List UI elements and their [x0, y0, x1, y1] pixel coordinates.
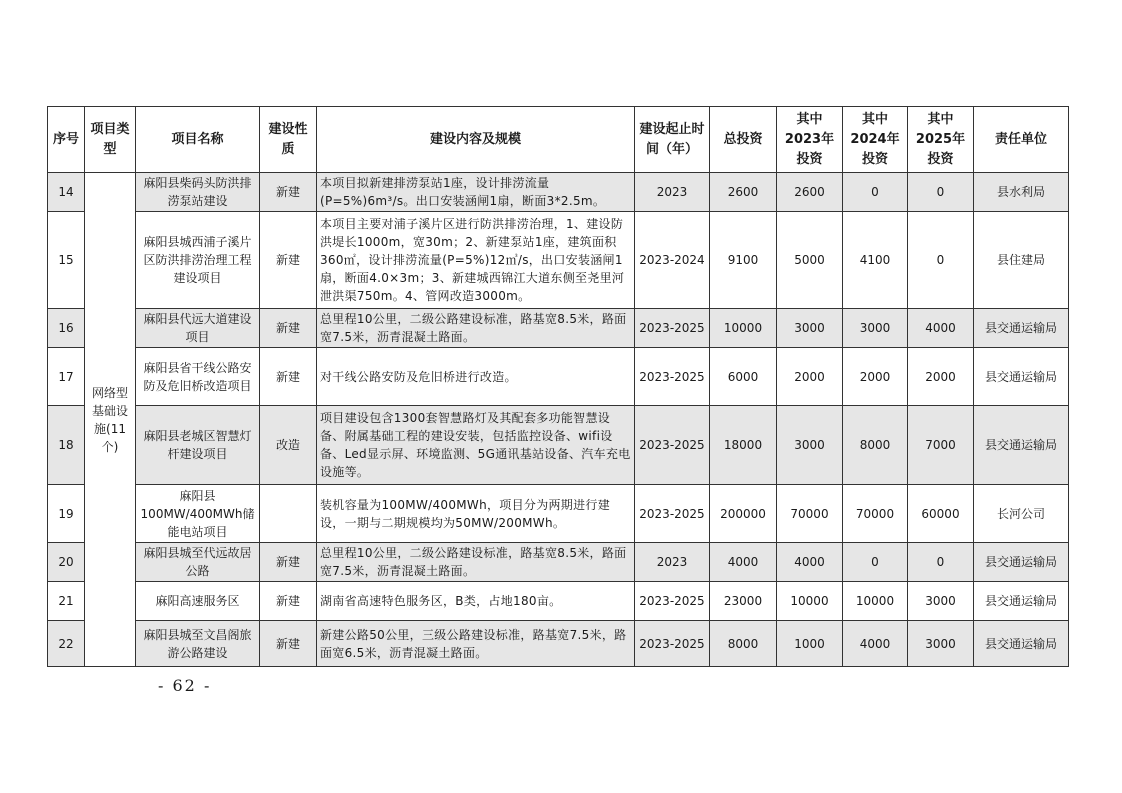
table-row [48, 582, 1069, 621]
page-number: - 62 - [158, 676, 212, 695]
cell-no: 21 [48, 582, 85, 621]
cell-unit: 县交通运输局 [974, 406, 1069, 485]
cell-total: 8000 [710, 621, 777, 667]
cell-nature: 新建 [260, 309, 317, 348]
table-row [48, 543, 1069, 582]
cell-total: 18000 [710, 406, 777, 485]
cell-period: 2023-2025 [635, 348, 710, 406]
header-period: 建设起止时间（年） [635, 107, 710, 173]
cell-nature: 新建 [260, 582, 317, 621]
cell-inv2024: 70000 [843, 485, 908, 543]
cell-nature [260, 485, 317, 543]
cell-content: 总里程10公里，二级公路建设标准，路基宽8.5米，路面宽7.5米，沥青混凝土路面。 [317, 309, 635, 348]
table-row [48, 212, 1069, 309]
cell-name: 麻阳县老城区智慧灯杆建设项目 [136, 406, 260, 485]
cell-name: 麻阳县城西浦子溪片区防洪排涝治理工程建设项目 [136, 212, 260, 309]
cell-total: 200000 [710, 485, 777, 543]
cell-unit: 县交通运输局 [974, 348, 1069, 406]
cell-name: 麻阳县城至代远故居公路 [136, 543, 260, 582]
cell-total: 23000 [710, 582, 777, 621]
cell-inv2025: 3000 [908, 582, 974, 621]
cell-content: 本项目主要对浦子溪片区进行防洪排涝治理，1、建设防洪堤长1000m，宽30m；2、新建泵站1座，建筑面积360㎡，设计排涝流量(P=5%)12㎥/s，出口安装涵闸1扇，断面4.0×3m；3、新建城西锦江大道东侧至尧里河泄洪渠750m。4、管网改造3000m。 [317, 212, 635, 309]
cell-inv2024: 10000 [843, 582, 908, 621]
cell-unit: 县交通运输局 [974, 543, 1069, 582]
cell-inv2023: 2600 [777, 173, 843, 212]
cell-content: 新建公路50公里，三级公路建设标准，路基宽7.5米，路面宽6.5米，沥青混凝土路面。 [317, 621, 635, 667]
header-type: 项目类型 [85, 107, 136, 173]
cell-period: 2023-2025 [635, 621, 710, 667]
cell-content: 项目建设包含1300套智慧路灯及其配套多功能智慧设备、附属基础工程的建设安装，包括监控设备、wifi设备、Led显示屏、环境监测、5G通讯基站设备、汽车充电设施等。 [317, 406, 635, 485]
cell-inv2023: 10000 [777, 582, 843, 621]
cell-no: 20 [48, 543, 85, 582]
cell-inv2023: 2000 [777, 348, 843, 406]
cell-no: 22 [48, 621, 85, 667]
cell-nature: 新建 [260, 212, 317, 309]
cell-no: 15 [48, 212, 85, 309]
cell-no: 17 [48, 348, 85, 406]
cell-period: 2023 [635, 543, 710, 582]
cell-total: 10000 [710, 309, 777, 348]
cell-inv2023: 1000 [777, 621, 843, 667]
cell-content: 装机容量为100MW/400MWh，项目分为两期进行建设，一期与二期规模均为50MW/200MWh。 [317, 485, 635, 543]
cell-unit: 县交通运输局 [974, 309, 1069, 348]
header-inv2025: 其中2025年投资 [908, 107, 974, 173]
cell-inv2025: 7000 [908, 406, 974, 485]
cell-period: 2023-2025 [635, 582, 710, 621]
cell-inv2024: 4000 [843, 621, 908, 667]
table-row [48, 309, 1069, 348]
table-row [48, 485, 1069, 543]
cell-total: 4000 [710, 543, 777, 582]
cell-inv2025: 0 [908, 212, 974, 309]
header-inv2023: 其中2023年投资 [777, 107, 843, 173]
cell-inv2024: 0 [843, 173, 908, 212]
cell-total: 9100 [710, 212, 777, 309]
cell-name: 麻阳县代远大道建设项目 [136, 309, 260, 348]
cell-no: 19 [48, 485, 85, 543]
cell-period: 2023-2025 [635, 406, 710, 485]
cell-nature: 新建 [260, 173, 317, 212]
cell-inv2023: 3000 [777, 406, 843, 485]
cell-inv2025: 60000 [908, 485, 974, 543]
cell-unit: 县水利局 [974, 173, 1069, 212]
cell-inv2025: 0 [908, 543, 974, 582]
cell-inv2023: 3000 [777, 309, 843, 348]
header-nature: 建设性质 [260, 107, 317, 173]
cell-nature: 新建 [260, 621, 317, 667]
cell-inv2024: 0 [843, 543, 908, 582]
cell-nature: 改造 [260, 406, 317, 485]
cell-no: 16 [48, 309, 85, 348]
cell-content: 总里程10公里，二级公路建设标准，路基宽8.5米，路面宽7.5米，沥青混凝土路面。 [317, 543, 635, 582]
category-cell: 网络型基础设施(11个) [85, 173, 136, 667]
cell-inv2023: 4000 [777, 543, 843, 582]
cell-nature: 新建 [260, 348, 317, 406]
cell-inv2024: 2000 [843, 348, 908, 406]
header-total: 总投资 [710, 107, 777, 173]
cell-content: 湖南省高速特色服务区，B类，占地180亩。 [317, 582, 635, 621]
cell-inv2025: 2000 [908, 348, 974, 406]
table-row [48, 406, 1069, 485]
cell-period: 2023 [635, 173, 710, 212]
cell-name: 麻阳高速服务区 [136, 582, 260, 621]
cell-inv2024: 4100 [843, 212, 908, 309]
cell-inv2023: 5000 [777, 212, 843, 309]
cell-inv2025: 4000 [908, 309, 974, 348]
cell-period: 2023-2025 [635, 309, 710, 348]
cell-period: 2023-2025 [635, 485, 710, 543]
header-no: 序号 [48, 107, 85, 173]
cell-unit: 县交通运输局 [974, 582, 1069, 621]
cell-content: 本项目拟新建排涝泵站1座，设计排涝流量(P=5%)6m³/s。出口安装涵闸1扇，断面3*2.5m。 [317, 173, 635, 212]
cell-unit: 县住建局 [974, 212, 1069, 309]
cell-period: 2023-2024 [635, 212, 710, 309]
cell-inv2025: 3000 [908, 621, 974, 667]
cell-name: 麻阳县城至文昌阁旅游公路建设 [136, 621, 260, 667]
table-row [48, 348, 1069, 406]
cell-inv2024: 8000 [843, 406, 908, 485]
cell-no: 18 [48, 406, 85, 485]
project-table [47, 106, 1069, 667]
cell-unit: 长河公司 [974, 485, 1069, 543]
cell-nature: 新建 [260, 543, 317, 582]
header-content: 建设内容及规模 [317, 107, 635, 173]
cell-inv2023: 70000 [777, 485, 843, 543]
cell-total: 6000 [710, 348, 777, 406]
cell-name: 麻阳县省干线公路安防及危旧桥改造项目 [136, 348, 260, 406]
header-name: 项目名称 [136, 107, 260, 173]
header-inv2024: 其中2024年投资 [843, 107, 908, 173]
cell-name: 麻阳县柴码头防洪排涝泵站建设 [136, 173, 260, 212]
cell-content: 对干线公路安防及危旧桥进行改造。 [317, 348, 635, 406]
table-row [48, 621, 1069, 667]
cell-name: 麻阳县100MW/400MWh储能电站项目 [136, 485, 260, 543]
cell-inv2024: 3000 [843, 309, 908, 348]
cell-total: 2600 [710, 173, 777, 212]
table-row [48, 173, 1069, 212]
cell-inv2025: 0 [908, 173, 974, 212]
header-row [48, 107, 1069, 173]
cell-no: 14 [48, 173, 85, 212]
cell-unit: 县交通运输局 [974, 621, 1069, 667]
header-unit: 责任单位 [974, 107, 1069, 173]
